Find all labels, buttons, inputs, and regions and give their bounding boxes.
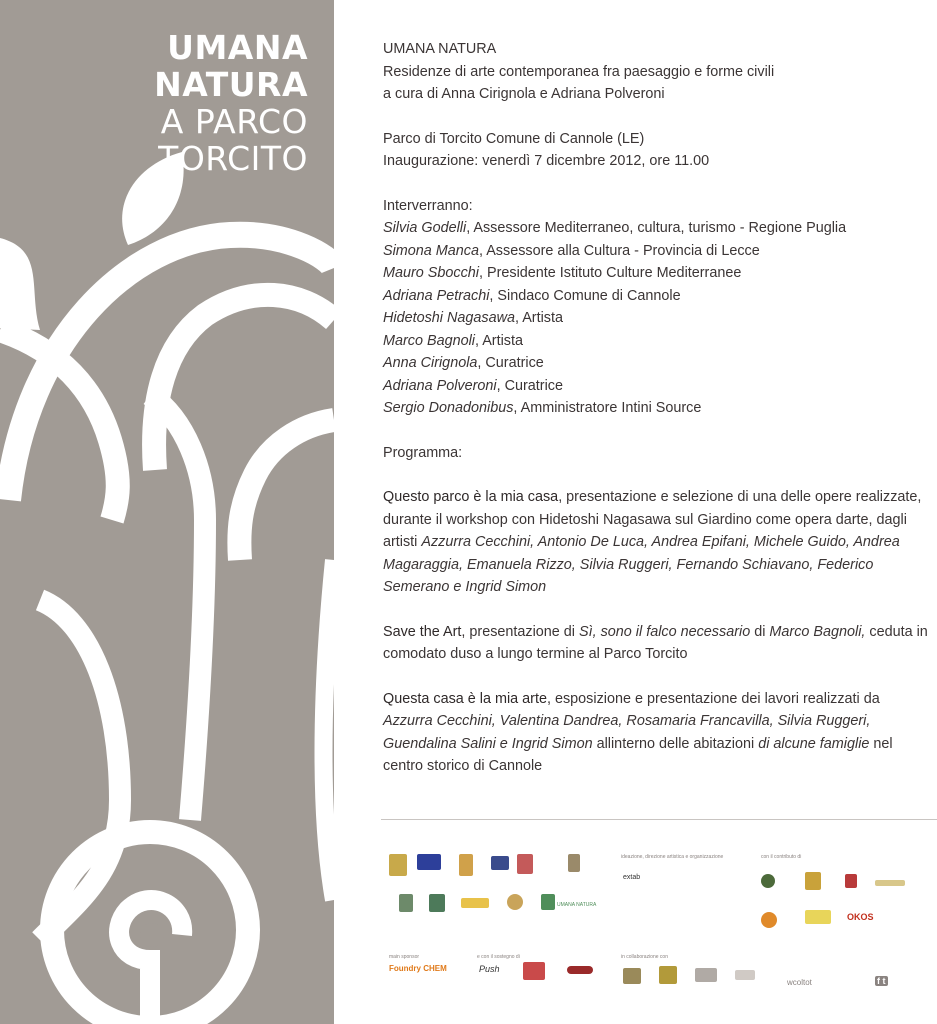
okos-logo: OKOS [847, 912, 874, 922]
speaker-9: Sergio Donadonibus, Amministratore Intini Source [383, 400, 702, 416]
support-logo-2 [523, 962, 545, 980]
contrib-logo-4 [875, 880, 905, 886]
location: Parco di Torcito Comune di Cannole (LE) [383, 130, 645, 147]
eu-flag-logo [417, 854, 441, 870]
collab-logo-3 [695, 968, 717, 982]
subtitle: Residenze di arte contemporanea fra paesaggio e forme civili [383, 63, 775, 80]
inauguration: Inaugurazione: venerdì 7 dicembre 2012, ore 11.00 [383, 153, 710, 169]
contrib-logo-3 [845, 874, 857, 888]
crest-logo-4 [568, 854, 580, 872]
collab-logo-2 [659, 966, 677, 984]
speaker-8: Adriana Polveroni, Curatrice [383, 377, 563, 394]
speakers-label: Interverranno: [383, 197, 473, 214]
extab-logo: extab [623, 874, 641, 881]
branch-right [239, 420, 334, 560]
speaker-2: Simona Manca, Assessore alla Cultura - Provincia di Lecce [383, 242, 760, 259]
contribution-label: con il contributo di [761, 854, 802, 860]
social-icons[interactable]: f t [877, 976, 886, 986]
contrib-logo-1 [761, 874, 775, 888]
sponsor-logos [381, 830, 937, 1020]
main-sponsor-label: main sponsor [389, 954, 420, 960]
program-item-3: Questa casa è la mia arte, esposizione e presentazione dei lavori realizzati da Azzurra Cecchini, Valentina Dandrea, Rosamaria Francavilla, Silvia Ruggeri, Guendalina Salini e Ingrid Simon allinterno delle abitazioni di alcune famiglie nel centro storico di Cannole [383, 690, 893, 774]
collab-label: in collaborazione con [621, 954, 668, 960]
bird-logo [491, 856, 509, 870]
crest-logo-3 [517, 854, 533, 874]
program-item-1: Questo parco è la mia casa, presentazione e selezione di una delle opere realizzate, durante il workshop con Hidetoshi Nagasawa sul Giardino come opera darte, dagli artisti Azzurra Cecchini, Antonio De Luca, Andrea Epifani, Michele Guido, Andrea Magaraggia, Emanuela Rizzo, Silvia Ruggeri, Fernando Schiavano, Federico Semerano e Ingrid Simon [383, 489, 922, 595]
collab-logo-4 [735, 970, 755, 980]
spiral-core [140, 923, 164, 947]
poster-title-line-3: A PARCO [160, 102, 308, 141]
support-logo-3 [567, 966, 593, 974]
footer-divider [381, 819, 937, 820]
wcoltot-logo: wcoltot [787, 978, 812, 987]
push-logo: Push [479, 964, 500, 974]
crest-logo-1 [389, 854, 407, 876]
foundry-chem-logo: Foundry CHEM [389, 964, 447, 973]
trunk-edge [324, 560, 335, 900]
program-item-2: Save the Art, presentazione di Sì, sono il falco necessario di Marco Bagnoli, ceduta in comodato duso a lungo termine al Parco Torcito [383, 623, 928, 662]
program-label: Programma: [383, 444, 463, 461]
contrib-logo-6 [805, 910, 831, 924]
curators: a cura di Anna Cirignola e Adriana Polveroni [383, 86, 665, 102]
speaker-6: Marco Bagnoli, Artista [383, 332, 523, 349]
contrib-logo-5 [761, 912, 777, 928]
direction-label: ideazione, direzione artistica e organizzazione [621, 854, 724, 860]
yellow-text-logo [461, 898, 489, 908]
speaker-1: Silvia Godelli, Assessore Mediterraneo, cultura, turismo - Regione Puglia [383, 220, 847, 236]
poster-title-line-2: NATURA [154, 65, 308, 104]
poster-title-line-4: TORCITO [158, 139, 308, 178]
round-seal-logo [507, 894, 523, 910]
crest-logo-2 [459, 854, 473, 876]
leaf-left [0, 238, 40, 330]
spiral-inner [119, 900, 182, 1024]
umana-natura-logo: UMANA NATURA [557, 902, 597, 908]
heading: UMANA NATURA [383, 41, 497, 57]
invitation-text [383, 38, 933, 778]
speaker-4: Adriana Petrachi, Sindaco Comune di Cannole [383, 287, 681, 304]
collab-logo-1 [623, 968, 641, 984]
speaker-5: Hidetoshi Nagasawa, Artista [383, 310, 563, 326]
poster-title-line-1: UMANA [167, 28, 308, 67]
crest-logo-6 [429, 894, 445, 912]
contrib-logo-2 [805, 872, 821, 890]
tree-logo [541, 894, 555, 910]
speaker-3: Mauro Sbocchi, Presidente Istituto Culture Mediterranee [383, 265, 742, 281]
crest-logo-5 [399, 894, 413, 912]
speaker-7: Anna Cirignola, Curatrice [383, 355, 544, 371]
poster-panel [0, 0, 334, 1024]
support-label: e con il sostegno di [477, 954, 520, 960]
